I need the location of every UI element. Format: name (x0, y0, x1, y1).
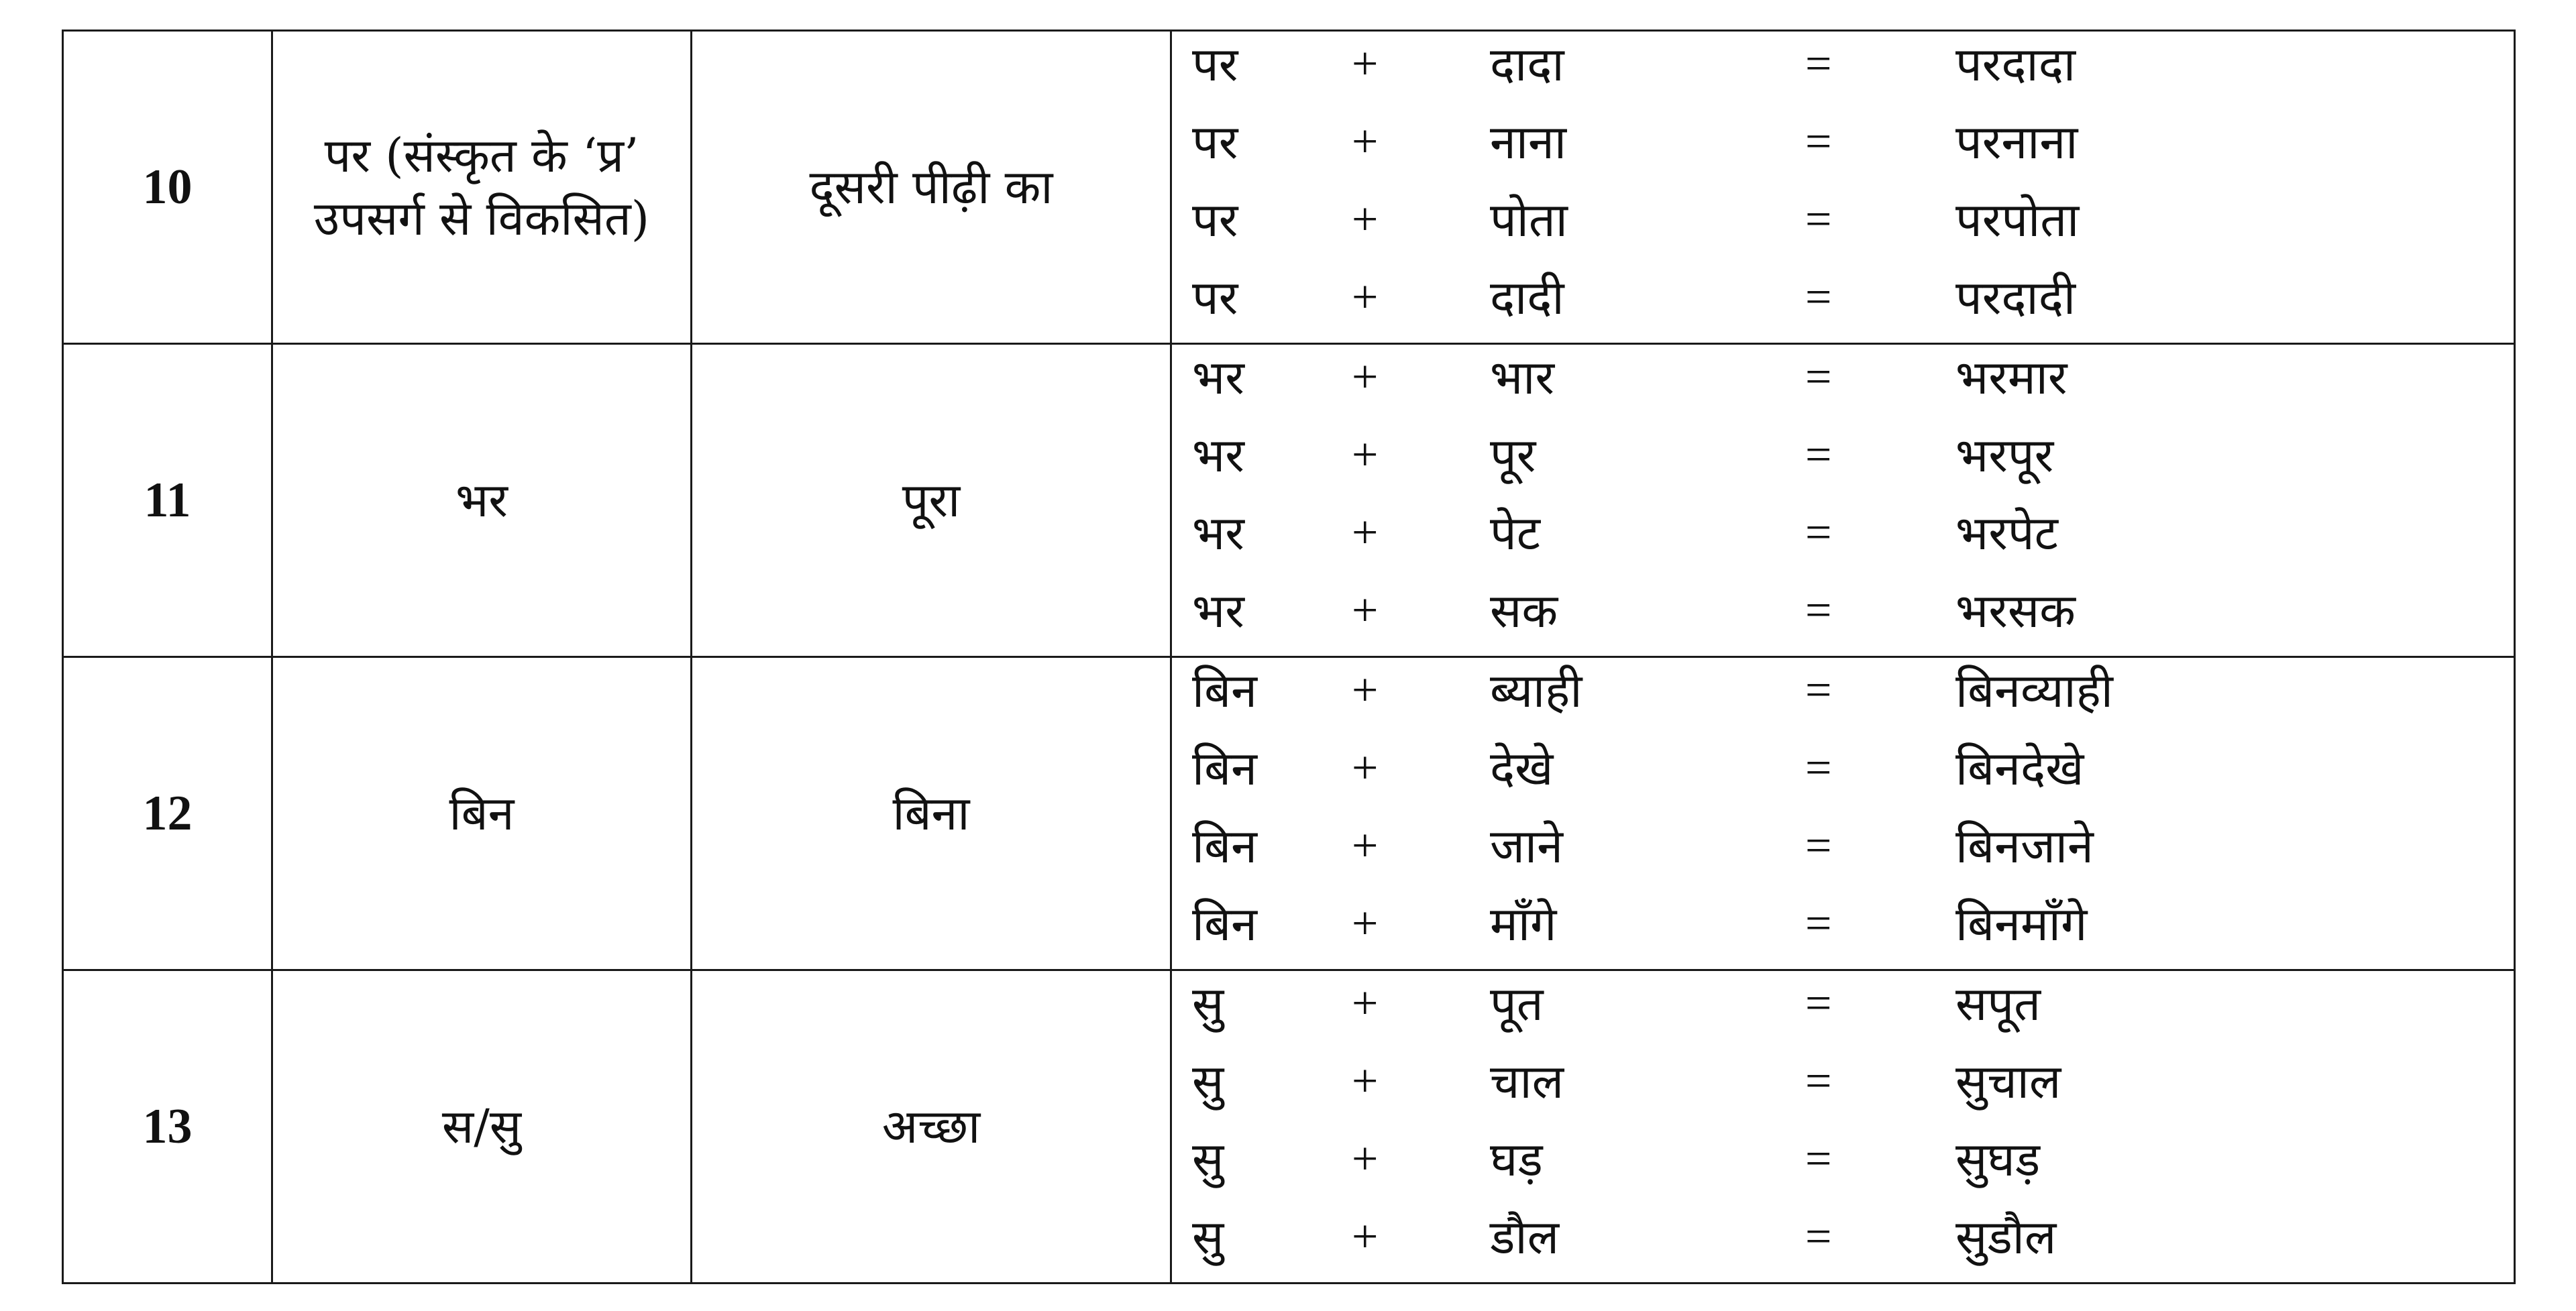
example-base-word: सु (1192, 1132, 1224, 1187)
plus-sign: + (1352, 272, 1379, 323)
example-line (1172, 1204, 2514, 1282)
example-line (1172, 500, 2514, 578)
meaning-cell: दूसरी पीढ़ी का (692, 31, 1171, 344)
example-base-word: सु (1192, 976, 1224, 1031)
plus-sign: + (1352, 429, 1379, 481)
example-line (1172, 891, 2514, 969)
example-line (1172, 187, 2514, 265)
example-added-word: माँगे (1490, 897, 1557, 952)
example-base-word: पर (1192, 192, 1238, 247)
example-added-word: दादा (1490, 37, 1564, 92)
equals-sign: = (1805, 1056, 1832, 1107)
prefix-cell: बिन (272, 657, 692, 970)
example-base-word: बिन (1192, 741, 1257, 796)
example-base-word: भर (1192, 583, 1244, 638)
table-row (63, 31, 2515, 344)
example-added-word: जाने (1490, 819, 1563, 874)
equals-sign: = (1805, 38, 1832, 90)
meaning-cell: पूरा (692, 344, 1171, 657)
plus-sign: + (1352, 820, 1379, 872)
example-result-word: भरसक (1955, 583, 2076, 638)
example-result-word: सुघड़ (1955, 1132, 2041, 1187)
example-line (1172, 1127, 2514, 1204)
equals-sign: = (1805, 898, 1832, 950)
plus-sign: + (1352, 194, 1379, 245)
example-base-word: सु (1192, 1054, 1224, 1109)
example-added-word: ब्याही (1490, 663, 1582, 718)
row-number-cell: 11 (63, 344, 272, 657)
table-row (63, 970, 2515, 1284)
example-result-word: भरपेट (1955, 506, 2058, 561)
plus-sign: + (1352, 507, 1379, 559)
equals-sign: = (1805, 194, 1832, 245)
example-result-word: सुडौल (1955, 1210, 2057, 1265)
plus-sign: + (1352, 38, 1379, 90)
example-added-word: दादी (1490, 270, 1564, 325)
example-result-word: बिनव्याही (1955, 663, 2113, 718)
equals-sign: = (1805, 665, 1832, 716)
example-added-word: भार (1490, 350, 1554, 405)
example-result-word: परपोता (1955, 192, 2080, 247)
prefix-table (62, 30, 2516, 1284)
examples-cell (1171, 970, 2515, 1284)
table-row (63, 344, 2515, 657)
example-result-word: बिनजाने (1955, 819, 2094, 874)
prefix-cell: पर (संस्कृत के ‘प्र’ उपसर्ग से विकसित) (272, 31, 692, 344)
plus-sign: + (1352, 1211, 1379, 1263)
example-base-word: भर (1192, 350, 1244, 405)
example-added-word: चाल (1490, 1054, 1564, 1109)
equals-sign: = (1805, 429, 1832, 481)
equals-sign: = (1805, 1211, 1832, 1263)
example-result-word: बिनमाँगे (1955, 897, 2088, 952)
example-base-word: पर (1192, 115, 1238, 170)
example-line (1172, 345, 2514, 422)
equals-sign: = (1805, 116, 1832, 168)
example-result-word: भरमार (1955, 350, 2068, 405)
equals-sign: = (1805, 507, 1832, 559)
example-added-word: नाना (1490, 115, 1566, 170)
prefix-cell: भर (272, 344, 692, 657)
example-added-word: पेट (1490, 506, 1541, 561)
example-base-word: भर (1192, 428, 1244, 483)
example-line (1172, 422, 2514, 500)
examples-cell (1171, 31, 2515, 344)
example-line (1172, 971, 2514, 1049)
example-result-word: परदादी (1955, 270, 2076, 325)
row-number-cell: 12 (63, 657, 272, 970)
example-added-word: सक (1490, 583, 1558, 638)
example-result-word: भरपूर (1955, 428, 2054, 483)
meaning-cell: बिना (692, 657, 1171, 970)
example-added-word: डौल (1490, 1210, 1560, 1265)
prefix-cell: स/सु (272, 970, 692, 1284)
row-number-cell: 10 (63, 31, 272, 344)
example-line (1172, 1049, 2514, 1127)
example-line (1172, 265, 2514, 343)
plus-sign: + (1352, 742, 1379, 794)
example-result-word: सपूत (1955, 976, 2041, 1031)
example-base-word: बिन (1192, 819, 1257, 874)
plus-sign: + (1352, 351, 1379, 403)
plus-sign: + (1352, 665, 1379, 716)
examples-cell (1171, 344, 2515, 657)
equals-sign: = (1805, 742, 1832, 794)
example-base-word: बिन (1192, 897, 1257, 952)
example-added-word: घड़ (1490, 1132, 1543, 1187)
example-added-word: पूत (1490, 976, 1544, 1031)
example-added-word: पोता (1490, 192, 1568, 247)
example-line (1172, 736, 2514, 813)
equals-sign: = (1805, 272, 1832, 323)
plus-sign: + (1352, 898, 1379, 950)
plus-sign: + (1352, 1056, 1379, 1107)
meaning-cell: अच्छा (692, 970, 1171, 1284)
example-result-word: परनाना (1955, 115, 2078, 170)
example-result-word: परदादा (1955, 37, 2076, 92)
plus-sign: + (1352, 585, 1379, 636)
examples-cell (1171, 657, 2515, 970)
example-result-word: बिनदेखे (1955, 741, 2084, 796)
equals-sign: = (1805, 585, 1832, 636)
equals-sign: = (1805, 351, 1832, 403)
example-line (1172, 578, 2514, 656)
equals-sign: = (1805, 978, 1832, 1029)
plus-sign: + (1352, 116, 1379, 168)
example-added-word: देखे (1490, 741, 1554, 796)
example-base-word: सु (1192, 1210, 1224, 1265)
equals-sign: = (1805, 1133, 1832, 1185)
plus-sign: + (1352, 978, 1379, 1029)
example-base-word: बिन (1192, 663, 1257, 718)
example-line (1172, 813, 2514, 891)
example-line (1172, 658, 2514, 736)
example-base-word: पर (1192, 37, 1238, 92)
example-result-word: सुचाल (1955, 1054, 2061, 1109)
row-number-cell: 13 (63, 970, 272, 1284)
example-line (1172, 32, 2514, 109)
table-body (63, 31, 2515, 1284)
example-line (1172, 109, 2514, 187)
example-base-word: भर (1192, 506, 1244, 561)
equals-sign: = (1805, 820, 1832, 872)
example-base-word: पर (1192, 270, 1238, 325)
example-added-word: पूर (1490, 428, 1536, 483)
table-row (63, 657, 2515, 970)
plus-sign: + (1352, 1133, 1379, 1185)
